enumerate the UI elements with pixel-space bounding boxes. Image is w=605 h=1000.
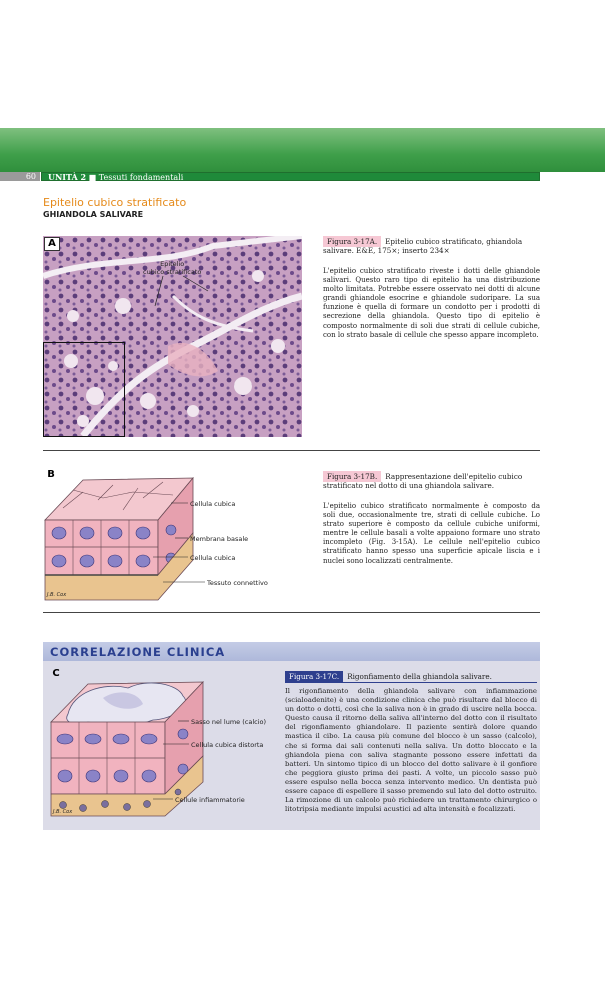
clinical-header xyxy=(43,642,540,661)
caption-c xyxy=(285,672,537,681)
caption-a xyxy=(323,237,540,255)
section-subtitle: GHIANDOLA SALIVARE xyxy=(43,210,144,219)
label-c-3: Cellule infiammatorie xyxy=(175,796,245,804)
micrograph-image xyxy=(43,236,302,437)
diagram-b xyxy=(43,470,308,605)
running-head-bar xyxy=(41,172,540,181)
label-b-1: Cellula cubica xyxy=(190,500,236,508)
unit-label: UNITÀ 2 xyxy=(48,172,87,182)
label-b-3: Cellula cubica xyxy=(190,554,236,562)
paragraph-c: Il rigonfiamento della ghiandola salivare con infiammazione (scialoadenite) è una condizione clinica che può risultare dal blocco di un dotto o dotti, così che la saliva non è in grado di uscire nella bocca. Questo causa il ritorno della saliva all'interno del dotto con il risultato del rigonfiamento ghiandolare. Il paziente sentirà dolore quando mastica il cibo. La causa più comune del blocco è un sasso (calcolo), che si forma dai sali contenuti nella saliva. Un dotto bloccato e la ghiandola piena con saliva stagnante possono essere infettati da batteri. Un sintomo tipico di un blocco del dotto salivare è il gonfiore che peggiora giusto prima dei pasti. A volte, un piccolo sasso può essere espulso nella bocca senza intervento medico. Un dentista può essere capace di espellere il sasso premendo sul lato del dotto ostruito. La rimozione di un calcolo può richiedere un trattamento chirurgico o litotripsia mediante impulsi acustici ad alta intensità e focalizzati. xyxy=(285,687,537,814)
panel-label-c: C xyxy=(52,668,60,679)
caption-b-tag: Figura 3-17B. xyxy=(323,471,381,482)
caption-a-tag: Figura 3-17A. xyxy=(323,236,381,247)
signature-c: J.B. Cox xyxy=(53,809,73,815)
divider-1 xyxy=(43,450,540,451)
caption-b-text: Rappresentazione dell'epitelio cubico stratificato nel dotto di una ghiandola salivare. xyxy=(323,472,523,491)
running-head xyxy=(0,172,540,181)
caption-a-text: Epitelio cubico stratificato, ghiandola salivare. E&E, 175×; inserto 234× xyxy=(323,237,523,256)
label-c-1: Sasso nel lume (calcio) xyxy=(191,718,267,726)
clinical-box xyxy=(43,642,540,830)
caption-c-underline xyxy=(285,682,537,683)
micro-label: Epitelio cubico stratificato xyxy=(143,260,202,276)
paragraph-a: L'epitelio cubico stratificato riveste i dotti delle ghiandole salivari. Questo raro tipo di epitelio ha una distribuzione molto limitata. Potrebbe essere osservato nei dotti di alcune grandi ghiandole esocrine e ghiandole sudoripare. La sua funzione è quella di formare un condotto per i prodotti di secrezione della ghiandola. Questo tipo di epitelio è composto normalmente di soli due strati di cellule cubiche, con lo strato basale di cellule che spesso appare incompleto. xyxy=(323,267,540,339)
signature-b: J.B. Cox xyxy=(47,592,67,598)
caption-c-tag: Figura 3-17C. xyxy=(285,671,343,682)
label-c-2: Cellula cubica distorta xyxy=(191,741,264,749)
separator: ■ xyxy=(88,173,97,182)
chapter-label: Tessuti fondamentali xyxy=(98,173,184,182)
divider-2 xyxy=(43,612,540,613)
paragraph-b: L'epitelio cubico stratificato normalmente è composto da soli due, occasionalmente tre, strati di cellule cubiche. Lo strato superiore è composto da cellule cubiche uniformi, mentre le cellule basali a volte appaiono formare uno strato incompleto (Fig. 3-15A). Le cellule nell'epitelio cubico stratificato hanno spesso una superficie apicale liscia e i nuclei sono localizzati centralmente. xyxy=(323,502,540,565)
caption-c-text: Rigonfiamento della ghiandola salivare. xyxy=(347,672,492,681)
micrograph-inset xyxy=(43,342,125,437)
caption-b xyxy=(323,472,540,490)
page-number: 60 xyxy=(0,172,40,181)
panel-label-a: A xyxy=(44,237,60,251)
label-b-2: Membrana basale xyxy=(190,535,249,543)
section-title: Epitelio cubico stratificato xyxy=(43,196,187,209)
clinical-header-text: CORRELAZIONE CLINICA xyxy=(50,645,226,659)
header-green-band xyxy=(0,128,605,172)
label-b-4: Tessuto connettivo xyxy=(207,579,268,587)
diagram-c xyxy=(43,674,283,824)
panel-label-b: B xyxy=(44,469,58,481)
